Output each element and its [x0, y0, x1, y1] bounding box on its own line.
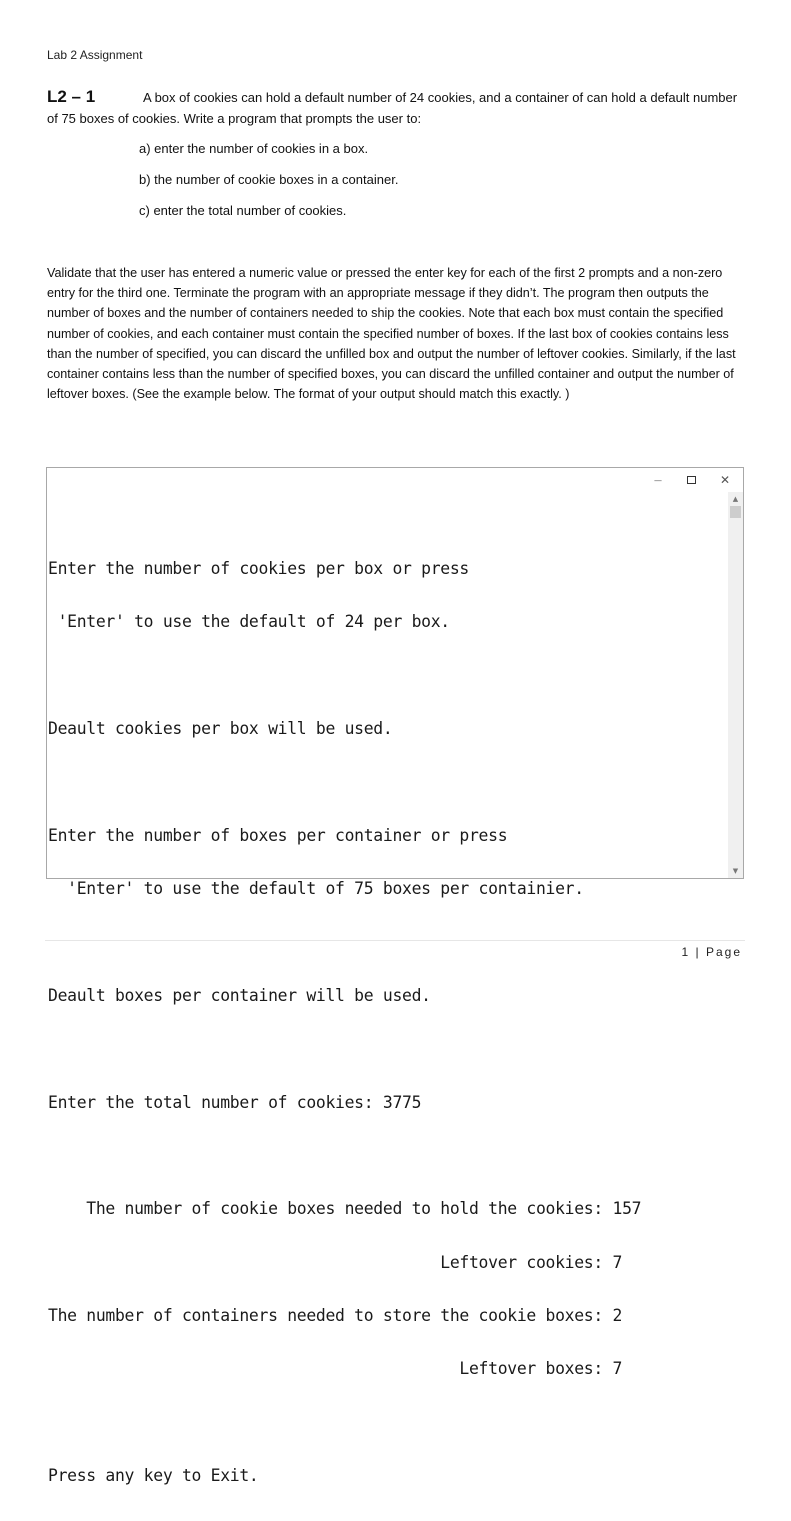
console-line: [48, 773, 641, 791]
minimize-icon: —: [654, 476, 662, 485]
close-button[interactable]: [715, 472, 735, 488]
prompt-item: c) enter the total number of cookies.: [139, 203, 347, 218]
console-line: Enter the number of boxes per container or press: [48, 825, 508, 845]
footer-divider: [45, 940, 745, 941]
prompt-item: b) the number of cookie boxes in a container.: [139, 172, 399, 187]
console-line: Deault cookies per box will be used.: [48, 718, 393, 738]
scroll-up-arrow-icon[interactable]: ▲: [732, 495, 739, 503]
console-line: [48, 1040, 641, 1058]
prompt-item: a) enter the number of cookies in a box.: [139, 141, 369, 156]
scrollbar-thumb[interactable]: [730, 506, 741, 518]
console-line: Press any key to Exit.: [48, 1466, 259, 1486]
console-line: The number of cookie boxes needed to hold the cookies: 157: [48, 1199, 642, 1219]
console-output: [48, 524, 641, 1521]
console-line: 'Enter' to use the default of 75 boxes per containier.: [48, 878, 584, 898]
console-line: Leftover cookies: 7: [48, 1252, 623, 1272]
prompt-list: [139, 140, 398, 233]
task-intro: [47, 86, 747, 129]
console-line: Enter the number of cookies per box or press: [48, 558, 469, 578]
close-icon: ✕: [719, 473, 731, 487]
console-line: Deault boxes per container will be used.: [48, 985, 431, 1005]
task-id: L2 – 1: [47, 87, 96, 106]
console-line: [48, 1147, 641, 1165]
console-line: Enter the total number of cookies: 3775: [48, 1092, 422, 1112]
console-titlebar: [623, 468, 743, 492]
maximize-button[interactable]: [681, 472, 701, 488]
vertical-scrollbar[interactable]: [728, 492, 743, 878]
minimize-button[interactable]: [648, 472, 668, 488]
console-line: Leftover boxes: 7: [48, 1359, 623, 1379]
console-line: [48, 933, 641, 951]
console-line: 'Enter' to use the default of 24 per box.: [48, 611, 450, 631]
intro-text: A box of cookies can hold a default number of 24 cookies, and a container of can hold a default number of 75 boxes of cookies. Write a program that prompts the user to:: [47, 90, 738, 126]
page-number: 1 | Page: [681, 945, 742, 959]
maximize-icon: [687, 476, 696, 484]
console-line: [48, 666, 641, 684]
scroll-down-arrow-icon[interactable]: ▼: [732, 867, 739, 875]
instructions-text: Validate that the user has entered a numeric value or pressed the enter key for each of the first 2 prompts and a non-zero entry for the third one. Terminate the program with an appropriate message if they didn’t. The program then outputs the number of boxes and the number of containers needed to ship the cookies. Note that each box must contain the specified number of cookies, and each container must contain the specified number of boxes. If the last box of cookies contains less than the number of specified, you can discard the unfilled box and output the number of leftover cookies. Similarly, if the last container contains less than the number of specified boxes, you can discard the unfilled container and output the number of leftover boxes. (See the example below. The format of your output should match this exactly. ): [47, 266, 736, 402]
console-line: The number of containers needed to store the cookie boxes: 2: [48, 1306, 623, 1326]
header-label: Lab 2 Assignment: [47, 48, 143, 62]
instructions-paragraph: [47, 263, 752, 404]
console-line: [48, 1414, 641, 1432]
